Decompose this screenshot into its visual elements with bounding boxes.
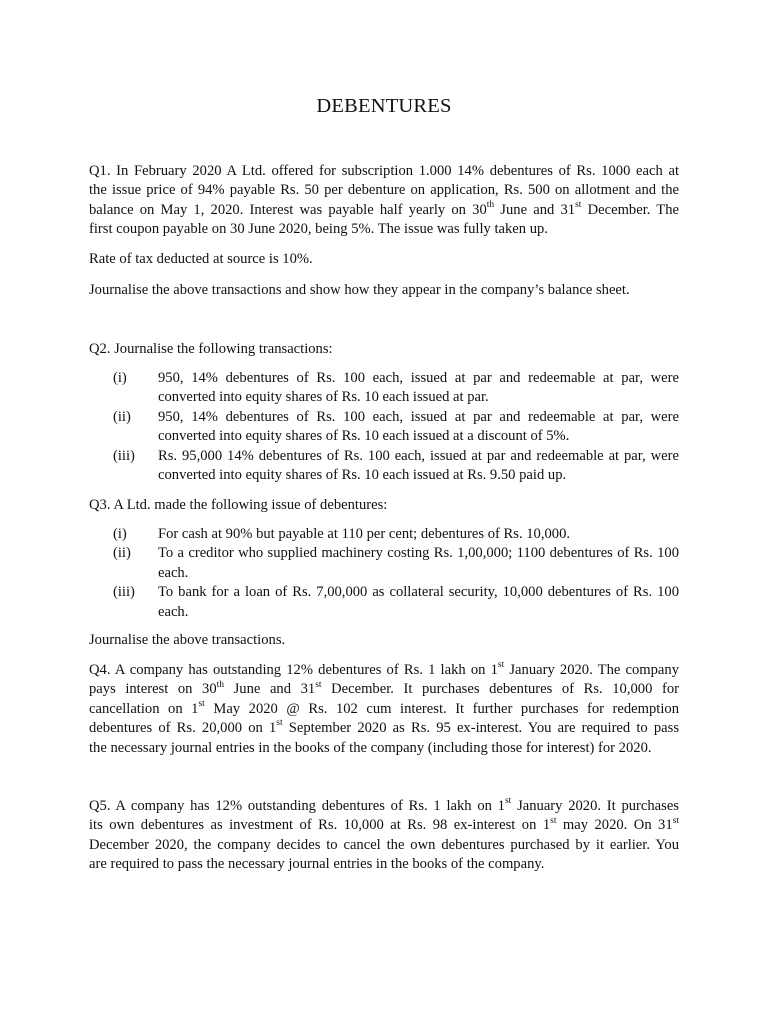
list-item: (i) 950, 14% debentures of Rs. 100 each, issued at par and redeemable at par, were converted into equity shares of Rs. 10 each issued at par. — [113, 370, 679, 406]
q4-line-5: the necessary journal entries in the books of the company (including those for interest) for 2020. — [89, 739, 652, 756]
q3-heading: Q3. A Ltd. made the following issue of debentures: — [89, 497, 388, 513]
q2-heading: Q2. Journalise the following transactions: — [89, 341, 333, 357]
page-title: DEBENTURES — [316, 95, 452, 117]
q5-line-4: are required to pass the necessary journal entries in the books of the company. — [89, 856, 545, 873]
q1-line-4: first coupon payable on 30 June 2020, being 5%. The issue was fully taken up. — [89, 221, 548, 238]
q2-list — [89, 369, 679, 485]
q1-line-2: the issue price of 94% payable Rs. 50 per debenture on application, Rs. 500 on allotment and the — [89, 182, 679, 199]
list-item: (ii) To a creditor who supplied machinery costing Rs. 1,00,000; 1100 debentures of Rs. 100 each. — [113, 545, 679, 581]
list-item: (i) For cash at 90% but payable at 110 per cent; debentures of Rs. 10,000. — [113, 526, 571, 542]
list-item: (iii) Rs. 95,000 14% debentures of Rs. 100 each, issued at par and redeemable at par, were converted into equity shares of Rs. 10 each issued at Rs. 9.50 paid up. — [113, 447, 679, 484]
q5-line-1: Q5. A company has 12% outstanding debentures of Rs. 1 lakh on 1st January 2020. It purchases — [89, 796, 679, 814]
q1-instruction: Journalise the above transactions and show how they appear in the company’s balance sheet. — [89, 282, 630, 298]
question-4 — [89, 661, 679, 758]
q1-line-3: balance on May 1, 2020. Interest was payable half yearly on 30th June and 31st December. The — [89, 199, 679, 218]
q4-line-2: pays interest on 30th June and 31st December. It purchases debentures of Rs. 10,000 for — [89, 679, 679, 698]
q3-list — [89, 525, 679, 622]
question-5 — [89, 797, 679, 875]
q4-line-1: Q4. A company has outstanding 12% debentures of Rs. 1 lakh on 1st January 2020. The company — [89, 660, 679, 678]
q4-line-3: cancellation on 1st May 2020 @ Rs. 102 cum interest. It further purchases for redemption — [89, 698, 679, 717]
list-item: (ii) 950, 14% debentures of Rs. 100 each, issued at par and redeemable at par, were converted into equity shares of Rs. 10 each issued at a discount of 5%. — [113, 408, 679, 445]
q1-line-1: Q1. In February 2020 A Ltd. offered for subscription 1.000 14% debentures of Rs. 1000 each at — [89, 163, 679, 179]
q5-line-3: December 2020, the company decides to cancel the own debentures purchased by it earlier. You — [89, 836, 679, 853]
question-1 — [89, 162, 679, 240]
q4-line-4: debentures of Rs. 20,000 on 1st September 2020 as Rs. 95 ex-interest. You are required to pass — [89, 718, 680, 737]
q3-footer: Journalise the above transactions. — [89, 632, 286, 648]
q1-tax-note: Rate of tax deducted at source is 10%. — [89, 251, 313, 267]
q5-line-2: its own debentures as investment of Rs. 10,000 at Rs. 98 ex-interest on 1st may 2020. On 31st — [89, 815, 679, 834]
list-item: (iii) To bank for a loan of Rs. 7,00,000 as collateral security, 10,000 debentures of Rs. 100 each. — [113, 584, 679, 620]
